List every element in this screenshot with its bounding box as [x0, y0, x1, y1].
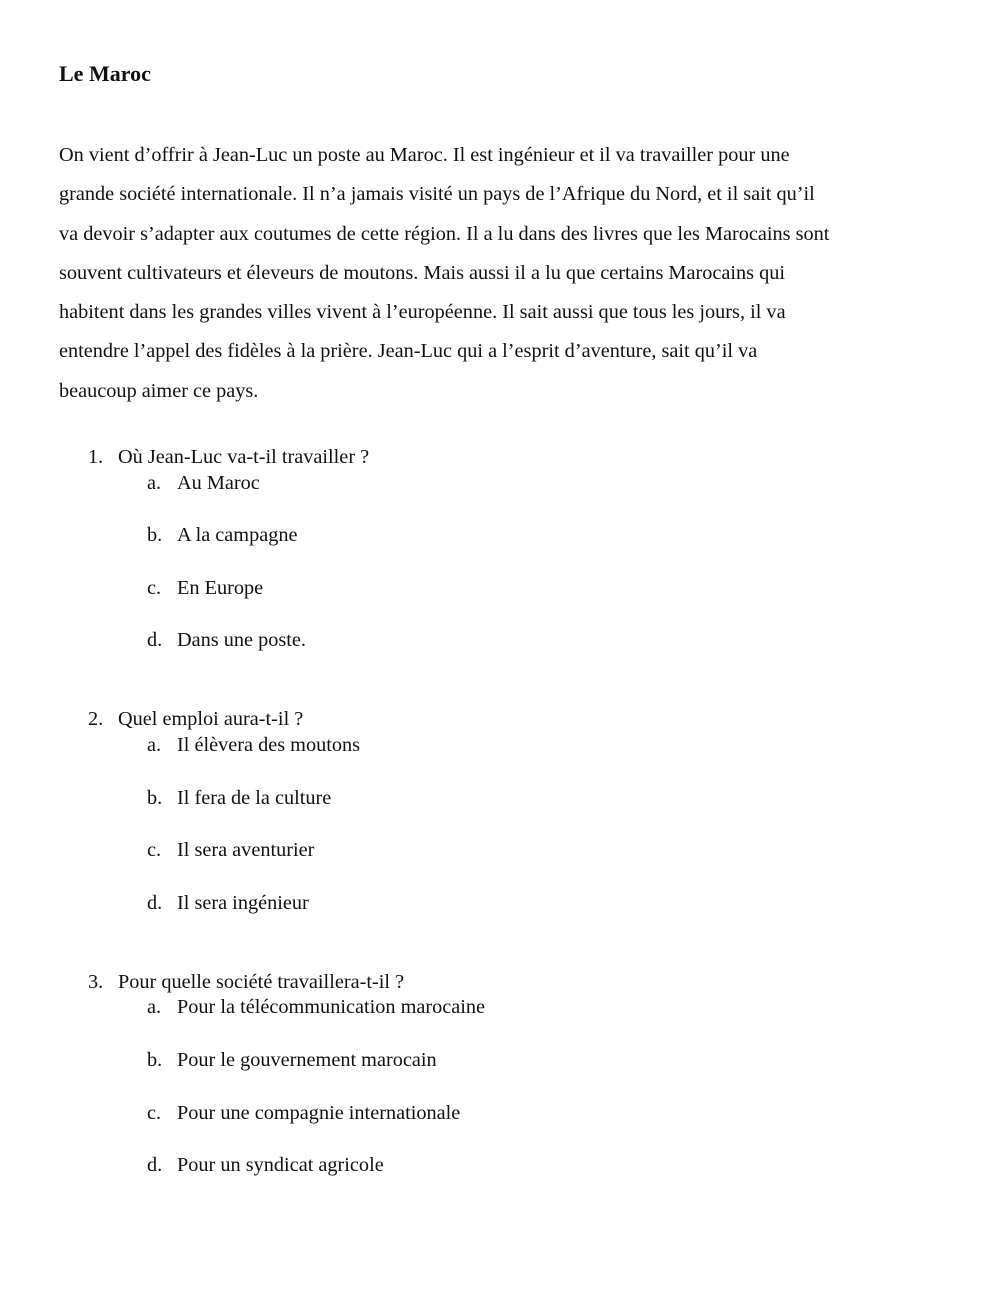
passage-line: beaucoup aimer ce pays. [59, 379, 259, 402]
option-letter: d. [147, 629, 163, 651]
question-number: 2. [88, 708, 104, 730]
option-letter: c. [147, 839, 162, 861]
option-text: Il sera aventurier [177, 839, 315, 861]
option-text: Il fera de la culture [177, 787, 332, 809]
option-text: Pour la télécommunication marocaine [177, 996, 486, 1018]
question-text: Pour quelle société travaillera-t-il ? [118, 971, 405, 993]
passage-line: habitent dans les grandes villes vivent à l’européenne. Il sait aussi que tous les jours, il va [59, 301, 786, 324]
option-letter: a. [147, 996, 162, 1018]
question-text: Où Jean-Luc va-t-il travailler ? [118, 446, 370, 468]
question-number: 3. [88, 971, 104, 993]
question-text: Quel emploi aura-t-il ? [118, 708, 304, 730]
passage-line: va devoir s’adapter aux coutumes de cette région. Il a lu dans des livres que les Marocains sont [59, 222, 830, 245]
option-text: A la campagne [177, 524, 298, 546]
option-letter: b. [147, 1049, 163, 1071]
option-text: Pour une compagnie internationale [177, 1102, 461, 1124]
passage-line: On vient d’offrir à Jean-Luc un poste au Maroc. Il est ingénieur et il va travailler pour une [59, 144, 790, 166]
option-letter: c. [147, 1102, 162, 1124]
question-number: 1. [88, 446, 104, 468]
option-text: Pour un syndicat agricole [177, 1154, 384, 1176]
option-letter: a. [147, 472, 162, 494]
option-text: Il élèvera des moutons [177, 734, 361, 756]
passage-line: souvent cultivateurs et éleveurs de moutons. Mais aussi il a lu que certains Marocains qui [59, 261, 786, 284]
option-text: Il sera ingénieur [177, 892, 309, 914]
option-text: Dans une poste. [177, 629, 306, 651]
passage-line: grande société internationale. Il n’a jamais visité un pays de l’Afrique du Nord, et il sait qu’il [59, 183, 815, 206]
option-text: Pour le gouvernement marocain [177, 1049, 437, 1071]
passage-line: entendre l’appel des fidèles à la prière. Jean-Luc qui a l’esprit d’aventure, sait qu’il va [59, 340, 758, 363]
option-letter: c. [147, 577, 162, 599]
option-text: En Europe [177, 577, 264, 599]
option-text: Au Maroc [177, 472, 260, 494]
option-letter: d. [147, 892, 163, 914]
option-letter: a. [147, 734, 162, 756]
option-letter: d. [147, 1154, 163, 1176]
option-letter: b. [147, 787, 163, 809]
reading-passage [59, 136, 954, 411]
option-letter: b. [147, 524, 163, 546]
page-title: Le Maroc [59, 61, 151, 86]
